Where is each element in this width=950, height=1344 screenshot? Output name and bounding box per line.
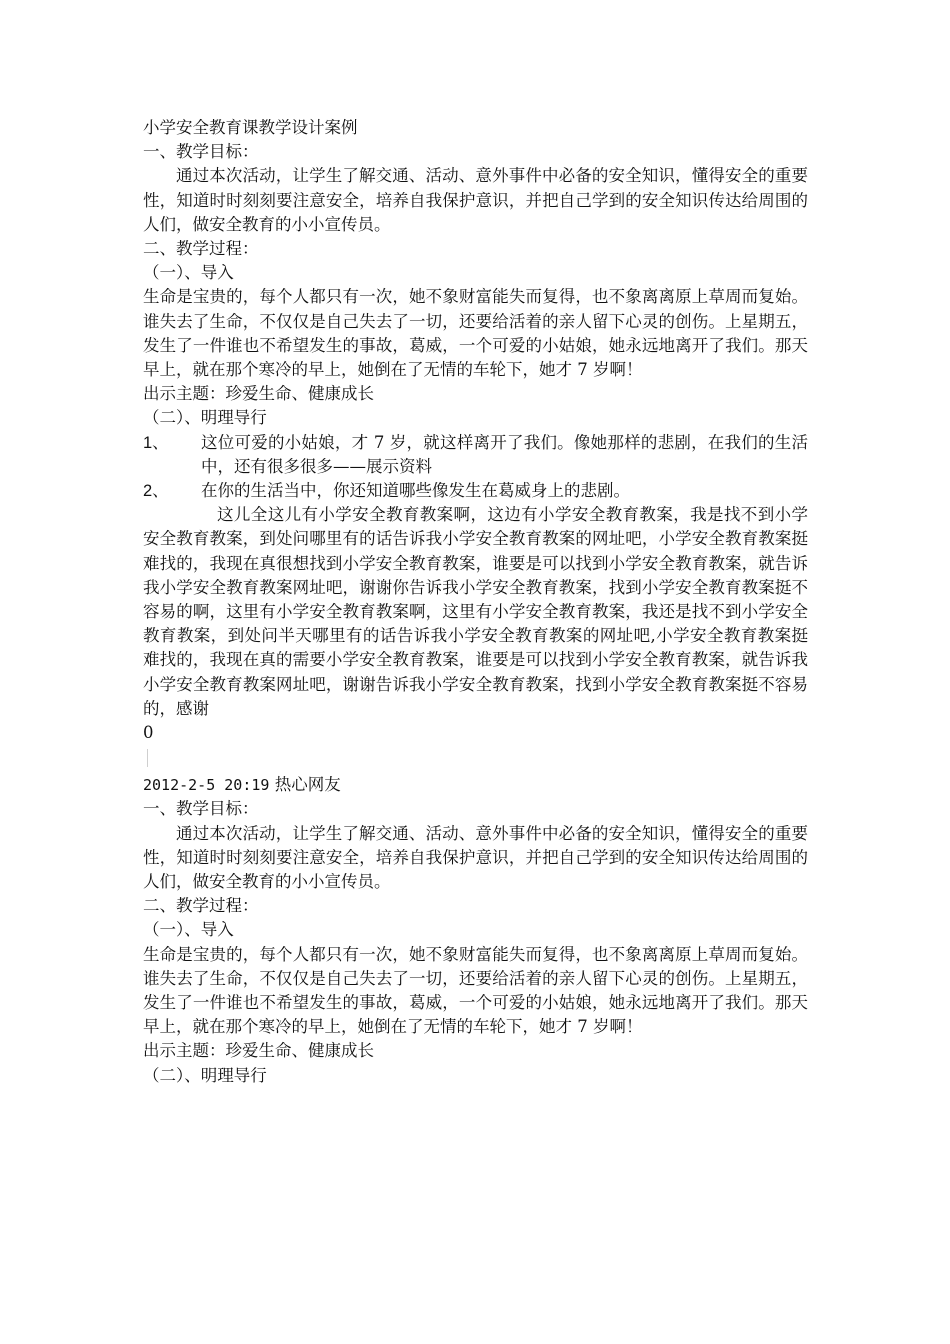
reason-heading: （二）、明理导行 <box>143 408 267 428</box>
answer-timestamp: 2012-2-5 20:19 <box>143 776 270 795</box>
goal-paragraph: 通过本次活动，让学生了解交通、活动、意外事件中必备的安全知识，懂得安全的重要性，知道时时刻刻要注意安全，培养自我保护意识，并把自己学到的安全知识传达给周围的人们，做安全教育的小小宣传员。 <box>143 166 808 234</box>
intro-paragraph: 生命是宝贵的，每个人都只有一次，她不象财富能失而复得，也不象离离原上草周而复始。谁失去了生命，不仅仅是自己失去了一切，还要给活着的亲人留下心灵的创伤。上星期五，发生了一件谁也不希望发生的事故，葛威，一个可爱的小姑娘，她永远地离开了我们。那天早上，就在那个寒冷的早上，她倒在了无情的车轮下，她才 7 岁啊！ <box>143 287 808 379</box>
answer-author: 热心网友 <box>274 775 341 795</box>
item-number: 2、 <box>143 481 169 500</box>
goal-paragraph-2: 通过本次活动，让学生了解交通、活动、意外事件中必备的安全知识，懂得安全的重要性，知道时时刻刻要注意安全，培养自我保护意识，并把自己学到的安全知识传达给周围的人们，做安全教育的小小宣传员。 <box>143 823 808 891</box>
item-text: 在你的生活当中，你还知道哪些像发生在葛威身上的悲剧。 <box>201 480 630 500</box>
process-heading-2: 二、教学过程： <box>143 896 259 916</box>
divider-mark <box>147 749 148 767</box>
theme-line: 出示主题：珍爱生命、健康成长 <box>143 384 374 404</box>
reply-count: 0 <box>143 722 154 742</box>
document-title: 小学安全教育课教学设计案例 <box>143 118 358 137</box>
intro-heading-2: （一）、导入 <box>143 920 234 940</box>
numbered-item-2 <box>143 479 808 503</box>
numbered-item-1 <box>143 431 808 479</box>
item-number: 1、 <box>143 433 169 452</box>
goal-heading-2: 一、教学目标： <box>143 799 259 819</box>
item-text: 这位可爱的小姑娘，才 7 岁，就这样离开了我们。像她那样的悲剧，在我们的生活中，还有很多很多——展示资料 <box>201 432 808 476</box>
intro-paragraph-2: 生命是宝贵的，每个人都只有一次，她不象财富能失而复得，也不象离离原上草周而复始。谁失去了生命，不仅仅是自己失去了一切，还要给活着的亲人留下心灵的创伤。上星期五，发生了一件谁也不希望发生的事故，葛威，一个可爱的小姑娘，她永远地离开了我们。那天早上，就在那个寒冷的早上，她倒在了无情的车轮下，她才 7 岁啊！ <box>143 944 808 1037</box>
document-page <box>143 116 808 1088</box>
theme-line-2: 出示主题：珍爱生命、健康成长 <box>143 1041 374 1061</box>
intro-heading: （一）、导入 <box>143 263 234 283</box>
reason-heading-2: （二）、明理导行 <box>143 1065 267 1085</box>
answer-meta <box>143 773 808 797</box>
process-heading: 二、教学过程： <box>143 238 259 258</box>
filler-paragraph: 这儿全这儿有小学安全教育教案啊，这边有小学安全教育教案，我是找不到小学安全教育教案，到处问哪里有的话告诉我小学安全教育教案的网址吧，小学安全教育教案挺难找的，我现在真很想找到小学安全教育教案，谁要是可以找到小学安全教育教案，就告诉我小学安全教育教案网址吧，谢谢你告诉我小学安全教育教案，找到小学安全教育教案挺不容易的啊，这里有小学安全教育教案啊，这里有小学安全教育教案，我还是找不到小学安全教育教案，到处问半天哪里有的话告诉我小学安全教育教案的网址吧,小学安全教育教案挺难找的，我现在真的需要小学安全教育教案，谁要是可以找到小学安全教育教案，就告诉我小学安全教育教案网址吧，谢谢告诉我小学安全教育教案，找到小学安全教育教案挺不容易的，感谢 <box>143 505 808 718</box>
goal-heading: 一、教学目标： <box>143 142 259 162</box>
